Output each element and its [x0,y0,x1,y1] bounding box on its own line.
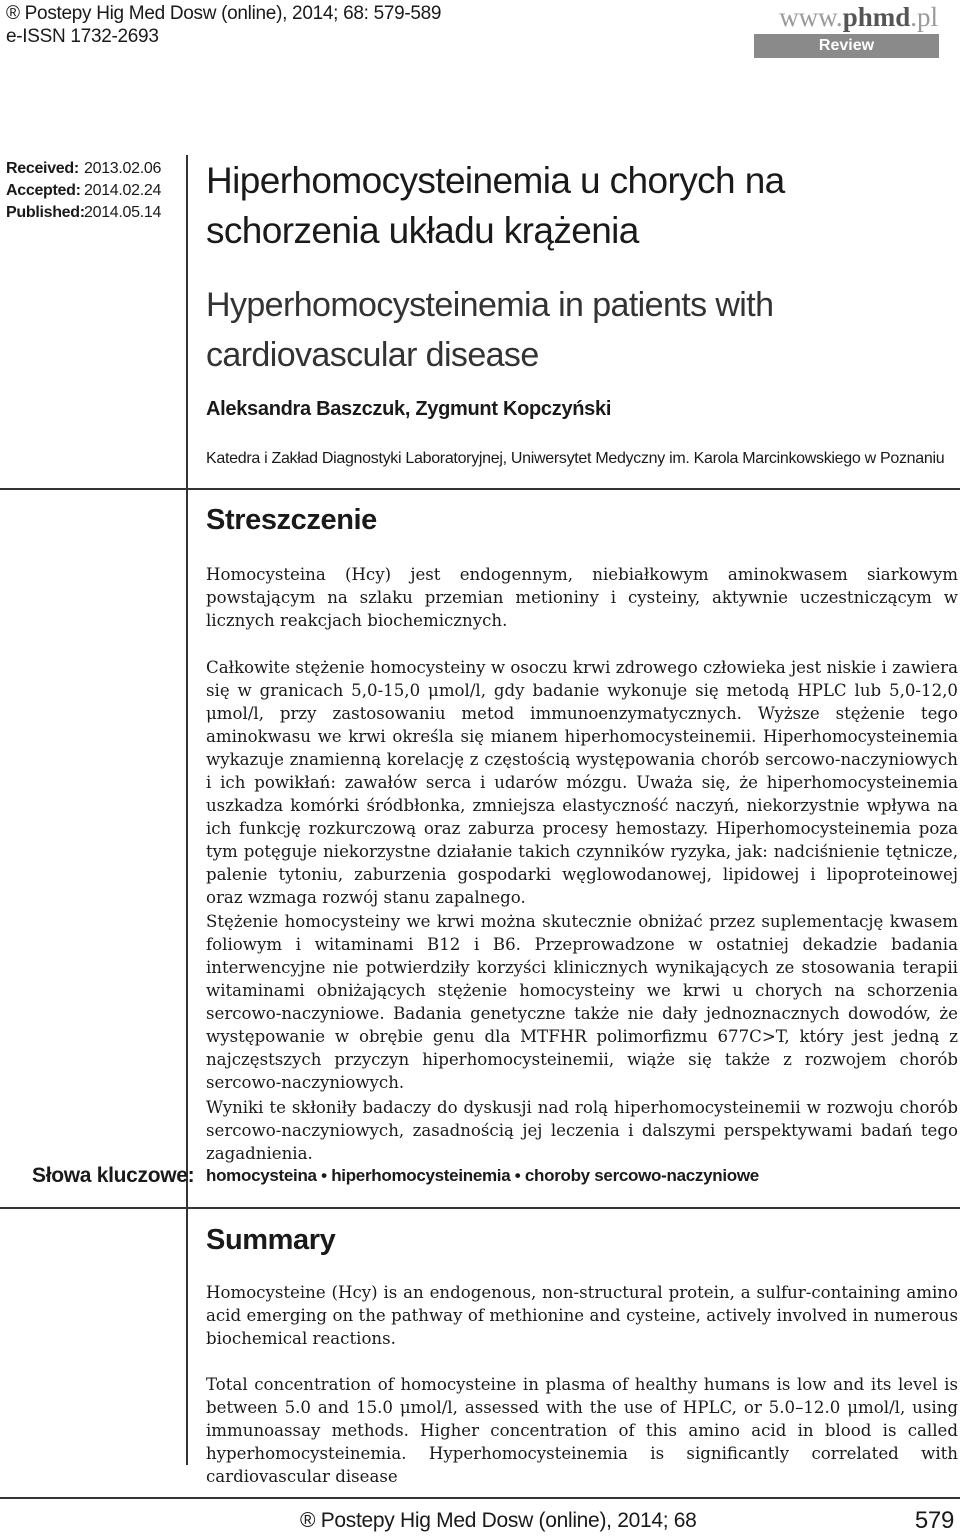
summary-paragraph: Total concentration of homocysteine in plasma of healthy humans is low and its level is between 5.0 and 15.0 μmol/l, assessed with the use of HPLC, or 5.0–12.0 μmol/l, using immunoassay methods. Higher concentration of this amino acid in blood is called hyperhomocysteinemia. Hyperhomocysteinemia is significantly correlated with cardiovascular disease [206,1375,958,1486]
abstract-paragraph: Wyniki te skłoniły badaczy do dyskusji nad rolą hiperhomocysteinemii w rozwoju chorób sercowo-naczyniowych, zasadnością jej leczenia i dalszymi perspektywami badań tego zagadnienia. [206,1098,958,1163]
summary-heading: Summary [206,1224,336,1256]
site-suffix: .pl [910,2,938,32]
date-value: 2013.02.06 [84,160,162,177]
divider-header [0,488,960,490]
footer-citation: ® Postepy Hig Med Dosw (online), 2014; 68 [300,1509,697,1532]
page-number: 579 [914,1507,954,1534]
date-label: Published: [6,204,85,221]
keywords-list: homocysteina • hiperhomocysteinemia • choroby sercowo-naczyniowe [206,1166,759,1185]
title-english: Hyperhomocysteinemia in patients with cardiovascular disease [206,286,774,374]
site-url[interactable] [779,2,938,33]
journal-citation: ® Postepy Hig Med Dosw (online), 2014; 68: 579-589 [6,3,442,24]
date-received [6,160,161,178]
date-label: Accepted: [6,182,81,199]
authors: Aleksandra Baszczuk, Zygmunt Kopczyński [206,398,612,420]
date-published [6,204,161,222]
date-value: 2014.05.14 [84,204,162,221]
date-value: 2014.02.24 [84,182,162,199]
title-polish: Hiperhomocysteinemia u chorych na schorzenia układu krążenia [206,160,785,251]
divider-keywords [0,1207,960,1209]
abstract-paragraph: Homocysteina (Hcy) jest endogennym, niebiałkowym aminokwasem siarkowym powstającym na szlaku przemian metioniny i cysteiny, aktywnie uczestniczącym w licznych reakcjach biochemicznych. [206,565,958,630]
abstract-heading: Streszczenie [206,504,377,536]
article-type-badge: Review [754,34,939,58]
keywords-label: Słowa kluczowe: [32,1164,195,1187]
site-prefix: www. [779,2,843,32]
abstract-paragraph: Całkowite stężenie homocysteiny w osoczu krwi zdrowego człowieka jest niskie i zawiera się w granicach 5,0-15,0 μmol/l, gdy badanie wykonuje się metodą HPLC lub 5,0-12,0 μmol/l, przy zastosowaniu metod immunoenzymatycznych. Wyższe stężenie tego aminokwasu we krwi określa się mianem hiperhomocysteinemii. Hiperhomocysteinemia wykazuje znamienną korelację z częstością występowania chorób sercowo-naczyniowych i ich powikłań: zawałów serca i udarów mózgu. Uważa się, że hiperhomocysteinemia uszkadza komórki śródbłonka, zmniejsza elastyczność naczyń, niekorzystnie wpływa na ich funkcję rozkurczową oraz zaburza procesy hemostazy. Hiperhomocysteinemia poza tym potęguje niekorzystne działanie takich czynników ryzyka, jak: nadciśnienie tętnicze, palenie tytoniu, zaburzenia gospodarki węglowodanowej, lipidowej i lipoproteinowej oraz wzmaga rozwój stanu zapalnego. [206,658,958,907]
abstract-paragraph: Stężenie homocysteiny we krwi można skutecznie obniżać przez suplementację kwasem foliowym i witaminami B12 i B6. Przeprowadzone w ostatniej dekadzie badania interwencyjne nie potwierdziły korzyści klinicznych wynikających ze stosowania terapii witaminami obniżających stężenie homocysteiny we krwi u chorych na schorzenia sercowo-naczyniowe. Badania genetyczne także nie dały jednoznacznych dowodów, że występowanie w obrębie genu dla MTFHR polimorfizmu 677C>T, który jest jedną z najczęstszych przyczyn hiperhomocysteinemii, wiąże się także z rozwojem chorób sercowo-naczyniowych. [206,912,958,1092]
date-accepted [6,182,161,200]
divider-footer [0,1497,960,1499]
issn: e-ISSN 1732-2693 [6,26,159,47]
summary-paragraph: Homocysteine (Hcy) is an endogenous, non-structural protein, a sulfur-containing amino acid emerging on the pathway of methionine and cysteine, actively involved in numerous biochemical reactions. [206,1283,958,1348]
affiliation: Katedra i Zakład Diagnostyki Laboratoryjnej, Uniwersytet Medyczny im. Karola Marcinkowskiego w Poznaniu [206,450,945,467]
date-label: Received: [6,160,79,177]
vertical-divider [186,155,188,1465]
site-name: phmd [842,2,911,32]
